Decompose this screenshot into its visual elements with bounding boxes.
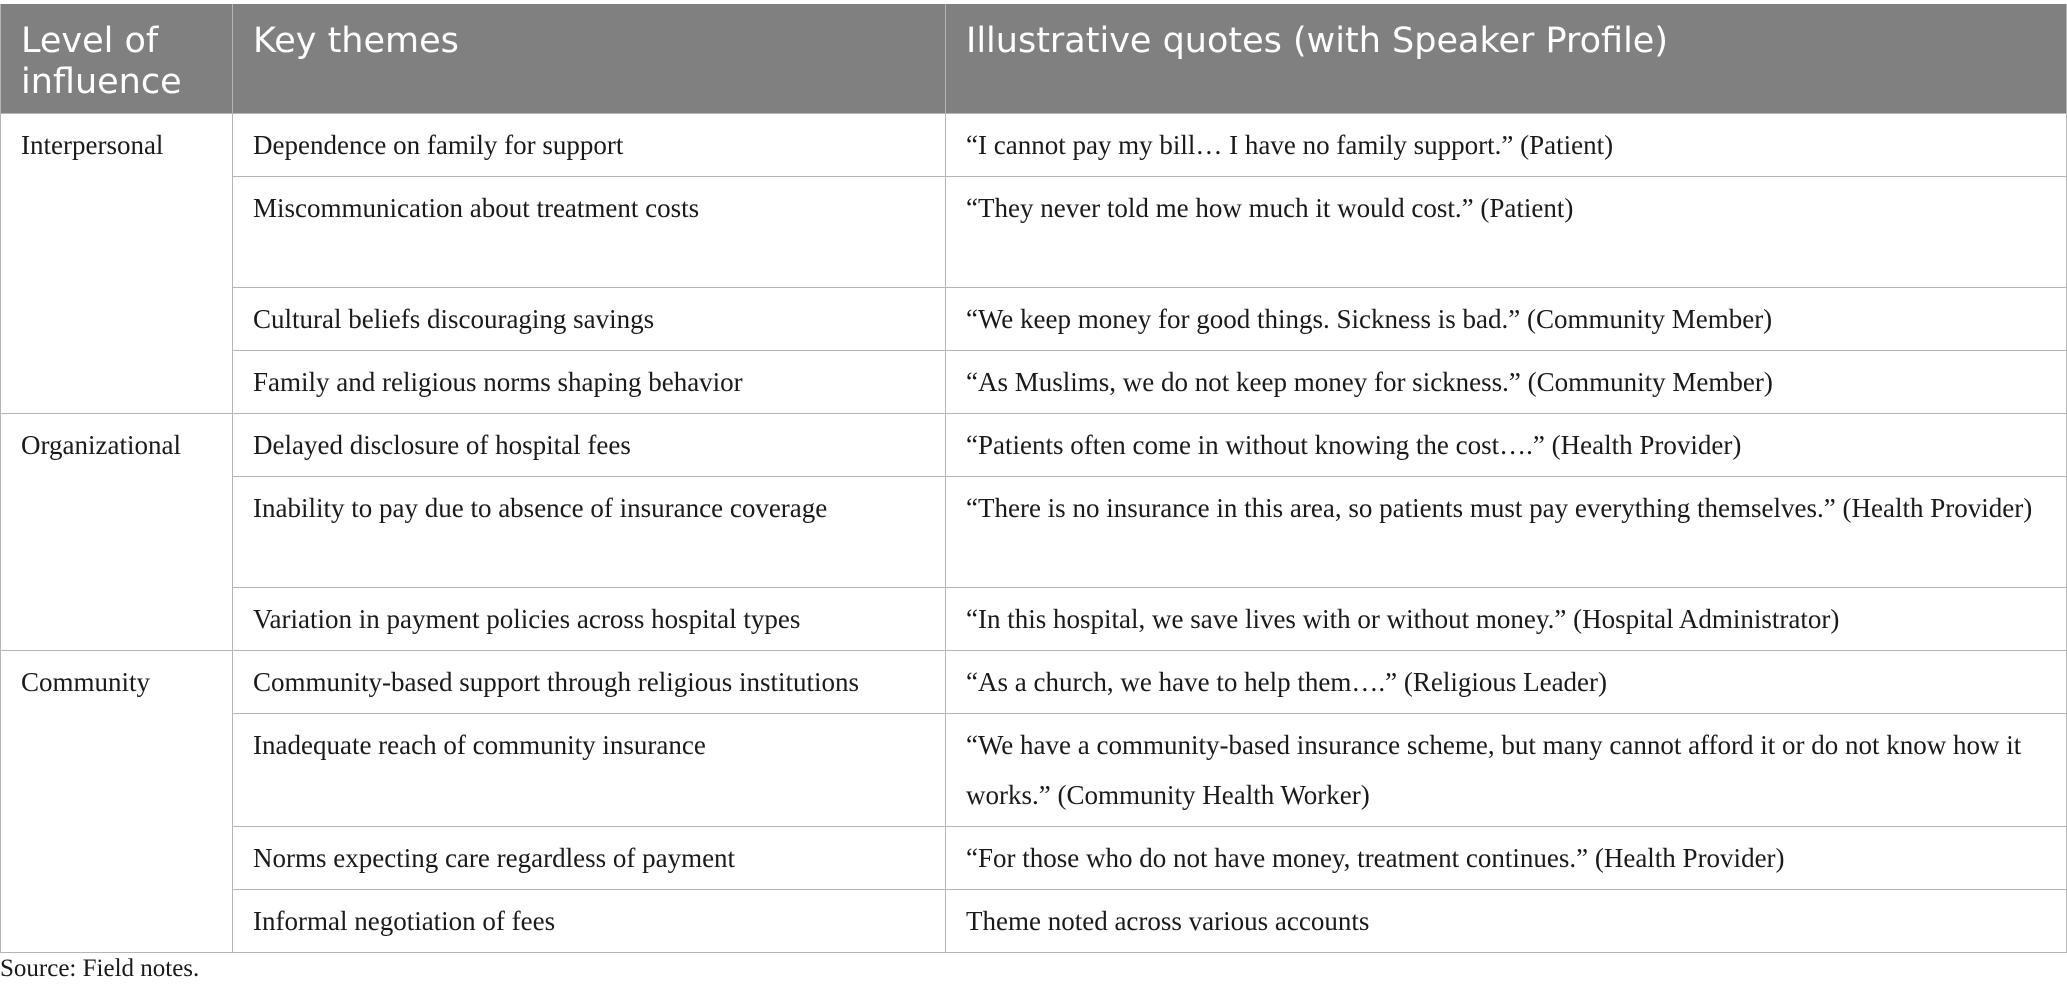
theme-cell: Dependence on family for support — [233, 114, 946, 177]
header-level-of-influence: Level of influence — [1, 4, 233, 114]
quote-cell: Theme noted across various accounts — [946, 890, 2067, 953]
table-row — [1, 827, 2067, 890]
quote-cell: “As a church, we have to help them….” (Religious Leader) — [946, 651, 2067, 714]
header-illustrative-quotes: Illustrative quotes (with Speaker Profile) — [946, 4, 2067, 114]
theme-cell: Inadequate reach of community insurance — [233, 714, 946, 827]
table-row — [1, 588, 2067, 651]
theme-cell: Informal negotiation of fees — [233, 890, 946, 953]
theme-cell: Family and religious norms shaping behavior — [233, 351, 946, 414]
level-cell-community: Community — [1, 651, 233, 953]
table-row — [1, 114, 2067, 177]
theme-cell: Community-based support through religious institutions — [233, 651, 946, 714]
theme-cell: Miscommunication about treatment costs — [233, 177, 946, 288]
table-row — [1, 890, 2067, 953]
header-key-themes: Key themes — [233, 4, 946, 114]
theme-cell: Variation in payment policies across hospital types — [233, 588, 946, 651]
themes-table-container — [0, 4, 2067, 953]
table-header — [1, 4, 2067, 114]
level-cell-interpersonal: Interpersonal — [1, 114, 233, 414]
table-row — [1, 288, 2067, 351]
table-row — [1, 714, 2067, 827]
theme-cell: Delayed disclosure of hospital fees — [233, 414, 946, 477]
quote-cell: “There is no insurance in this area, so patients must pay everything themselves.” (Health Provider) — [946, 477, 2067, 588]
table-row — [1, 651, 2067, 714]
theme-cell: Cultural beliefs discouraging savings — [233, 288, 946, 351]
table-row — [1, 351, 2067, 414]
quote-cell: “Patients often come in without knowing the cost….” (Health Provider) — [946, 414, 2067, 477]
theme-cell: Inability to pay due to absence of insurance coverage — [233, 477, 946, 588]
table-row — [1, 477, 2067, 588]
quote-cell: “As Muslims, we do not keep money for sickness.” (Community Member) — [946, 351, 2067, 414]
level-cell-organizational: Organizational — [1, 414, 233, 651]
quote-cell: “In this hospital, we save lives with or without money.” (Hospital Administrator) — [946, 588, 2067, 651]
table-row — [1, 414, 2067, 477]
quote-cell: “They never told me how much it would cost.” (Patient) — [946, 177, 2067, 288]
quote-cell: “We keep money for good things. Sickness is bad.” (Community Member) — [946, 288, 2067, 351]
quote-cell: “We have a community-based insurance scheme, but many cannot afford it or do not know how it works.” (Community Health Worker) — [946, 714, 2067, 827]
themes-table — [0, 4, 2067, 953]
table-row — [1, 177, 2067, 288]
quote-cell: “For those who do not have money, treatment continues.” (Health Provider) — [946, 827, 2067, 890]
theme-cell: Norms expecting care regardless of payment — [233, 827, 946, 890]
table-body — [1, 114, 2067, 953]
quote-cell: “I cannot pay my bill… I have no family support.” (Patient) — [946, 114, 2067, 177]
header-row — [1, 4, 2067, 114]
source-note: Source: Field notes. — [0, 955, 200, 982]
